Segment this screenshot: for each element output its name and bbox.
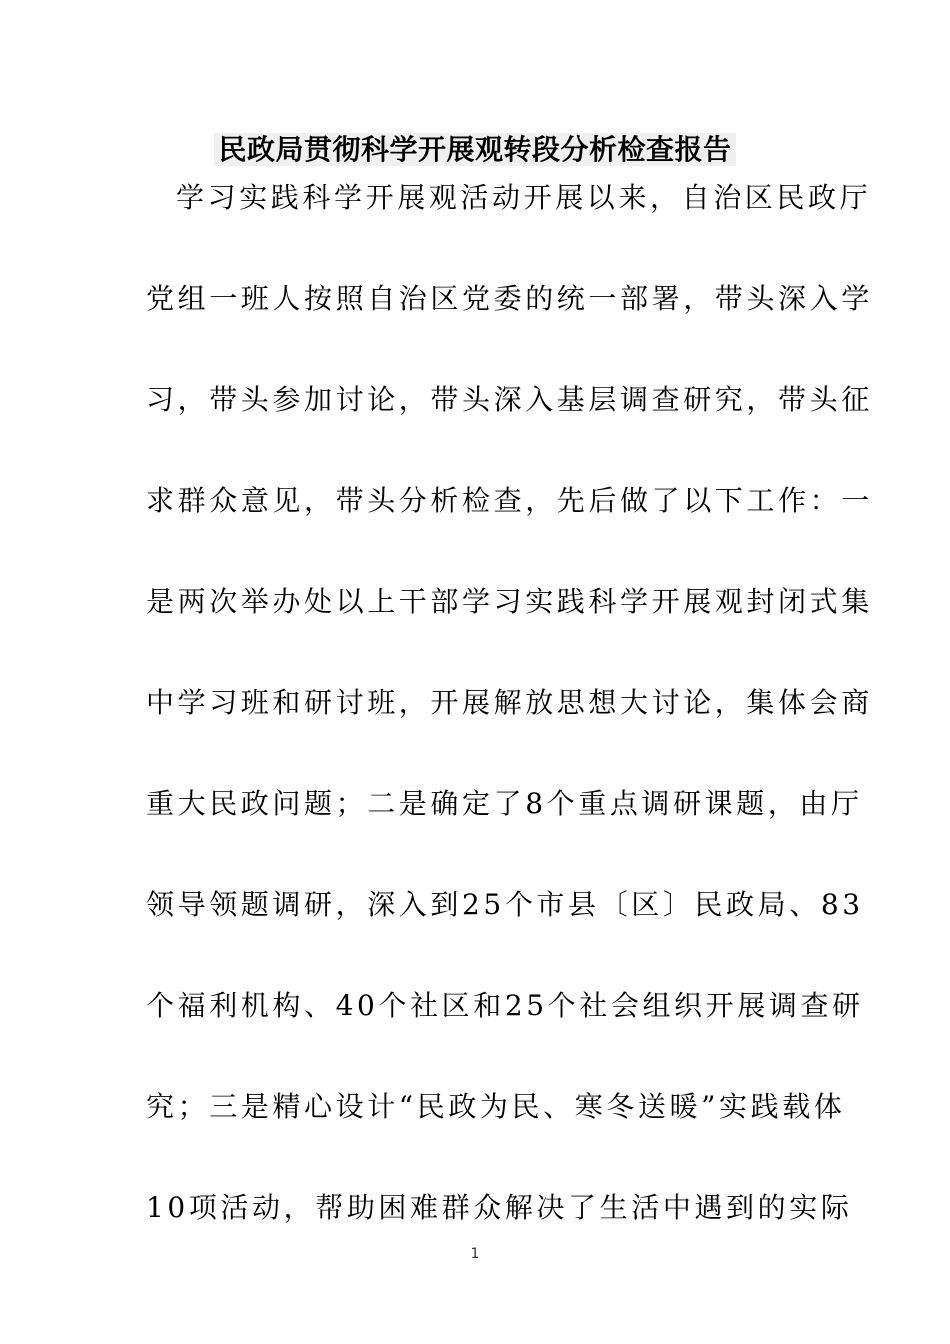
document-title-text: 民政局贯彻科学开展观转段分析检查报告 bbox=[214, 133, 735, 166]
paragraph-line-1: 学习实践科学开展观活动开展以来，自治区民政厅 bbox=[176, 181, 872, 214]
paragraph-line-7: 重大民政问题；二是确定了8个重点调研课题，由厅 bbox=[146, 787, 863, 820]
paragraph-line-9: 个福利机构、40个社区和25个社会组织开展调查研 bbox=[146, 989, 864, 1022]
paragraph-line-2: 党组一班人按照自治区党委的统一部署，带头深入学 bbox=[146, 282, 873, 315]
paragraph-line-10: 究；三是精心设计“民政为民、寒冬送暖”实践载体 bbox=[146, 1090, 846, 1123]
paragraph-line-5: 是两次举办处以上干部学习实践科学开展观封闭式集 bbox=[146, 585, 873, 618]
paragraph-line-11: 10项活动，帮助困难群众解决了生活中遇到的实际 bbox=[146, 1191, 853, 1224]
paragraph-line-8: 领导领题调研，深入到25个市县〔区〕民政局、83 bbox=[146, 888, 864, 921]
document-title bbox=[0, 130, 950, 170]
document-body bbox=[146, 178, 873, 1289]
page-number: 1 bbox=[470, 1246, 480, 1262]
paragraph-line-6: 中学习班和研讨班，开展解放思想大讨论，集体会商 bbox=[146, 686, 873, 719]
paragraph-line-4: 求群众意见，带头分析检查，先后做了以下工作：一 bbox=[146, 484, 873, 517]
paragraph-line-3: 习，带头参加讨论，带头深入基层调查研究，带头征 bbox=[146, 383, 873, 416]
